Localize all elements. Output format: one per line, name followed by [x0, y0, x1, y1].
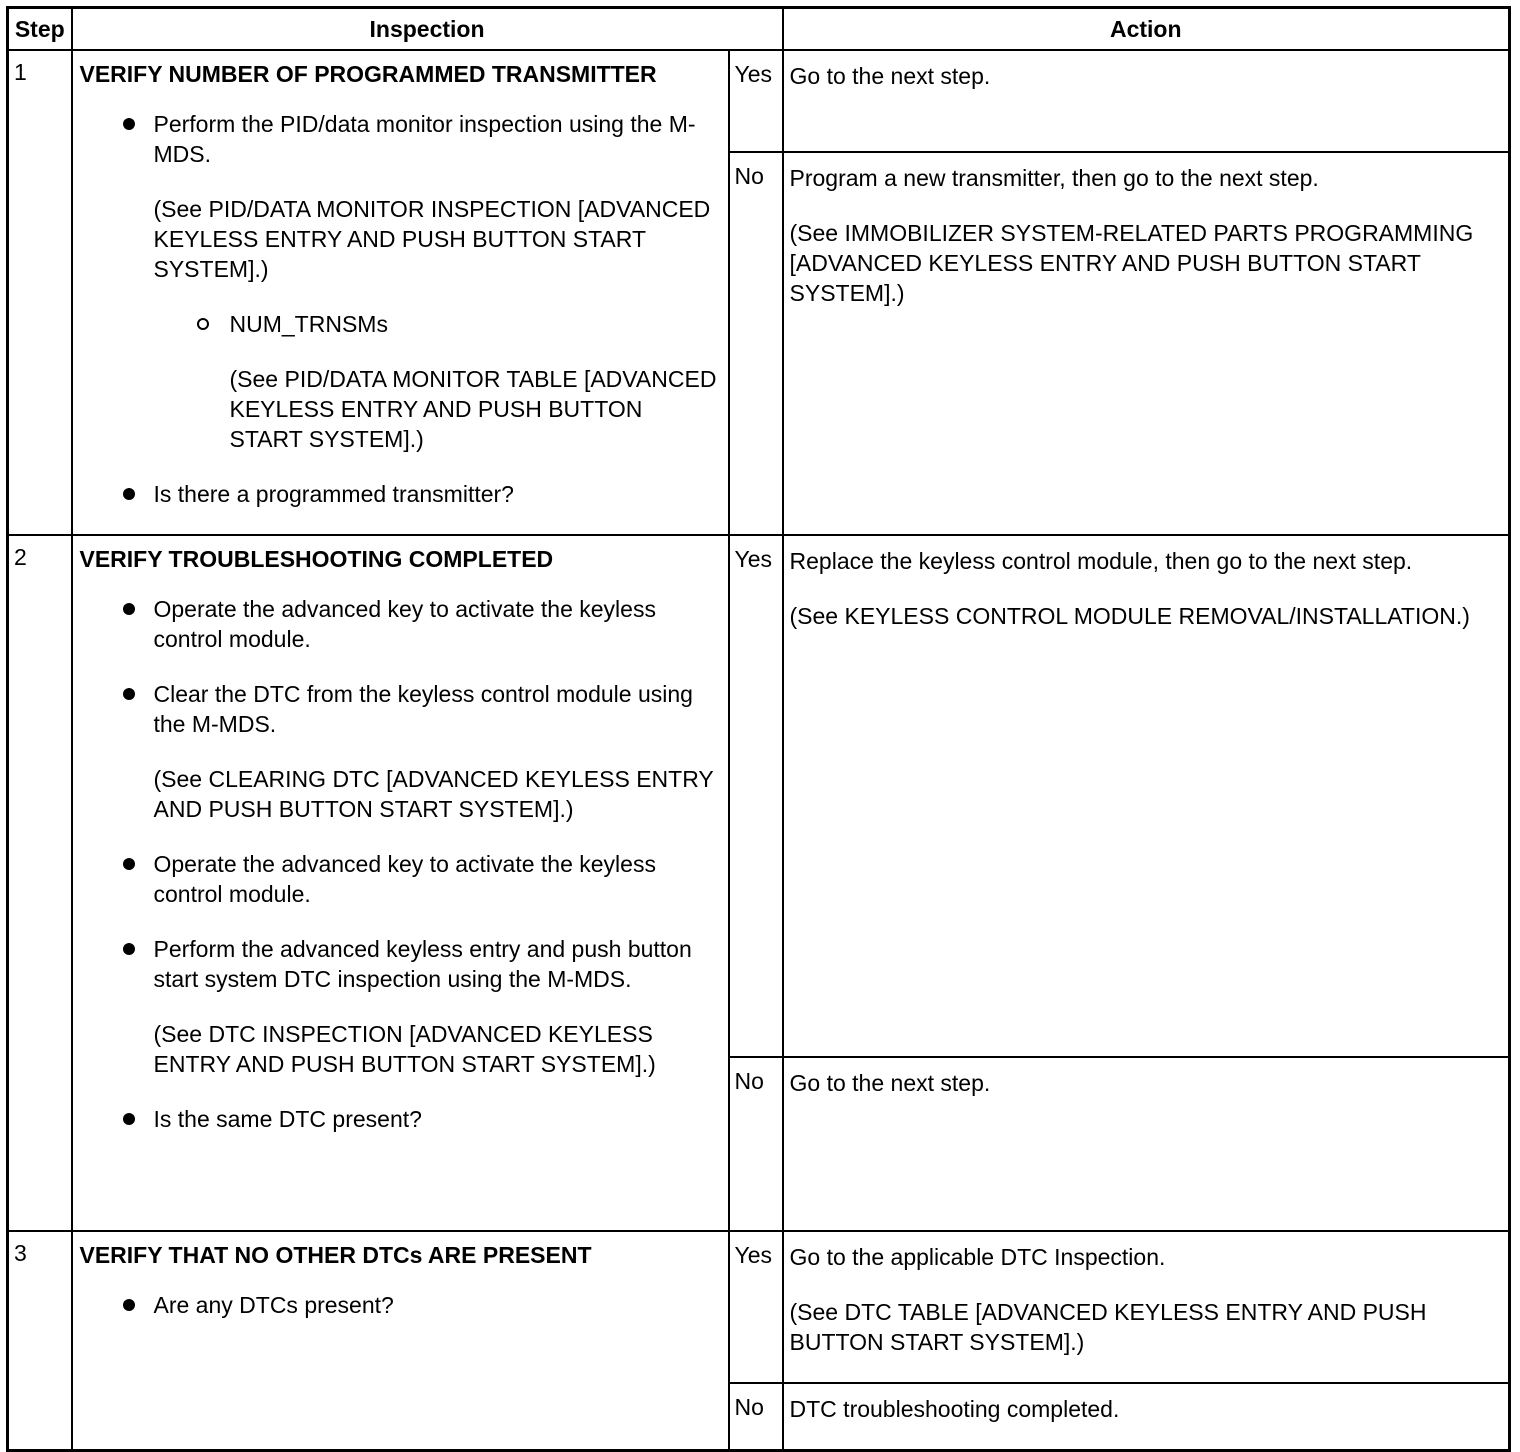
- no-label: No: [729, 1057, 783, 1231]
- inspection-question: Are any DTCs present?: [80, 1290, 718, 1320]
- reference-text: (See PID/DATA MONITOR INSPECTION [ADVANCED KEYLESS ENTRY AND PUSH BUTTON START SYSTEM].): [153, 196, 711, 282]
- inspection-bullet: Perform the PID/data monitor inspection using the M-MDS.: [80, 109, 718, 169]
- action-text: DTC troubleshooting completed.: [789, 1396, 1120, 1422]
- inspection-bullet: Clear the DTC from the keyless control module using the M-MDS.: [80, 679, 718, 739]
- no-label: No: [729, 1383, 783, 1451]
- action-text: Go to the next step.: [789, 1070, 991, 1096]
- action-text: Go to the applicable DTC Inspection.: [789, 1244, 1166, 1270]
- yes-action-cell: [783, 535, 1510, 1057]
- yes-label: Yes: [729, 50, 783, 152]
- yes-label: Yes: [729, 1231, 783, 1383]
- reference-text: (See DTC INSPECTION [ADVANCED KEYLESS ENTRY AND PUSH BUTTON START SYSTEM].): [153, 1021, 656, 1077]
- reference-text: (See IMMOBILIZER SYSTEM-RELATED PARTS PROGRAMMING [ADVANCED KEYLESS ENTRY AND PUSH BUTTON START SYSTEM].): [789, 219, 1474, 306]
- header-action: Action: [783, 8, 1510, 51]
- inspection-sub-bullet: NUM_TRNSMs: [80, 309, 718, 339]
- no-action-cell: [783, 152, 1510, 535]
- no-action-cell: [783, 1057, 1510, 1231]
- inspection-bullet: Operate the advanced key to activate the keyless control module.: [80, 849, 718, 909]
- reference-text: (See DTC TABLE [ADVANCED KEYLESS ENTRY AND PUSH BUTTON START SYSTEM].): [789, 1299, 1427, 1355]
- inspection-bullet: Perform the advanced keyless entry and push button start system DTC inspection using the M-MDS.: [80, 934, 718, 994]
- action-text: Program a new transmitter, then go to the next step.: [789, 164, 1319, 191]
- troubleshooting-table: [6, 6, 1511, 1452]
- step-number: 2: [8, 535, 72, 1231]
- yes-action-cell: [783, 1231, 1510, 1383]
- table-row: [8, 1231, 1510, 1383]
- step-title: VERIFY NUMBER OF PROGRAMMED TRANSMITTER: [79, 61, 657, 87]
- step-title: VERIFY TROUBLESHOOTING COMPLETED: [79, 546, 554, 572]
- no-action-cell: [783, 1383, 1510, 1451]
- action-text: Replace the keyless control module, then go to the next step.: [789, 548, 1413, 574]
- yes-label: Yes: [729, 535, 783, 1057]
- step-number: 3: [8, 1231, 72, 1451]
- reference-text: (See PID/DATA MONITOR TABLE [ADVANCED KEYLESS ENTRY AND PUSH BUTTON START SYSTEM].): [229, 366, 717, 452]
- inspection-cell: [72, 50, 729, 535]
- step-title: VERIFY THAT NO OTHER DTCs ARE PRESENT: [79, 1242, 592, 1268]
- header-inspection: Inspection: [72, 8, 783, 51]
- reference-text: (See KEYLESS CONTROL MODULE REMOVAL/INSTALLATION.): [789, 603, 1470, 629]
- inspection-cell: [72, 535, 729, 1231]
- step-number: 1: [8, 50, 72, 535]
- inspection-cell: [72, 1231, 729, 1451]
- no-label: No: [729, 152, 783, 535]
- table-row: [8, 50, 1510, 152]
- inspection-question: Is the same DTC present?: [80, 1104, 718, 1134]
- inspection-bullet: Operate the advanced key to activate the keyless control module.: [80, 594, 718, 654]
- table-row: [8, 535, 1510, 1057]
- header-step: Step: [8, 8, 72, 51]
- yes-action-cell: [783, 50, 1510, 152]
- header-row: [8, 8, 1510, 51]
- reference-text: (See CLEARING DTC [ADVANCED KEYLESS ENTRY AND PUSH BUTTON START SYSTEM].): [153, 766, 714, 822]
- action-text: Go to the next step.: [789, 63, 991, 89]
- inspection-question: Is there a programmed transmitter?: [80, 479, 718, 509]
